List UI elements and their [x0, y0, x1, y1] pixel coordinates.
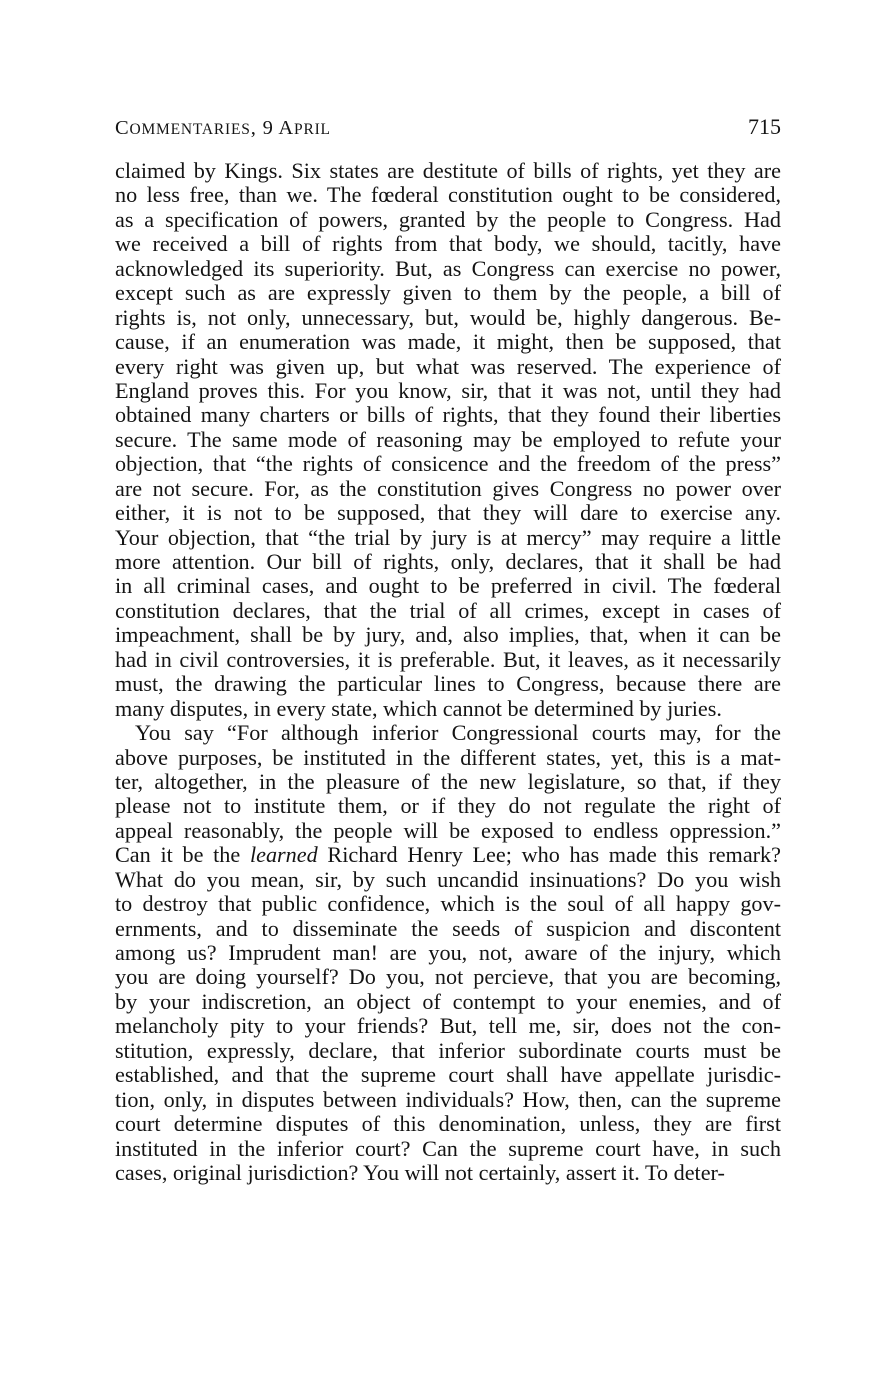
running-head: [115, 114, 781, 140]
text-line: you are doing yourself? Do you, not percieve, that you are becoming,: [115, 964, 781, 990]
running-head-title: [115, 117, 331, 140]
text-line: impeachment, shall be by jury, and, also implies, that, when it can be: [115, 622, 781, 648]
running-head-date-initial: , 9 A: [250, 117, 295, 139]
text-line: by your indiscretion, an object of contempt to your enemies, and of: [115, 988, 781, 1014]
text-line: we received a bill of rights from that body, we should, tacitly, have: [115, 231, 781, 257]
running-head-initial-c: C: [115, 117, 130, 139]
text-segment: Can it be the: [115, 842, 250, 868]
text-line: are not secure. For, as the constitution gives Congress no power over: [115, 475, 781, 501]
text-line: among us? Imprudent man! are you, not, aware of the injury, which: [115, 940, 781, 965]
text-line: court determine disputes of this denomination, unless, they are first: [115, 1111, 781, 1137]
text-line: [115, 843, 781, 867]
text-line: must, the drawing the particular lines to Congress, because there are: [115, 671, 781, 697]
italic-emphasis: learned: [249, 842, 318, 868]
text-line: obtained many charters or bills of rights, that they found their liberties: [115, 402, 781, 428]
text-line: instituted in the inferior court? Can the supreme court have, in such: [115, 1135, 781, 1161]
text-line: cases, original jurisdiction? You will not certainly, assert it. To deter-: [115, 1159, 725, 1185]
text-line: melancholy pity to your friends? But, tell me, sir, does not the con-: [115, 1013, 781, 1039]
text-line: as a specification of powers, granted by the people to Congress. Had: [115, 206, 781, 232]
text-line: above purposes, be instituted in the different states, yet, this is a mat-: [115, 744, 781, 770]
text-line: except such as are expressly given to them by the people, a bill of: [115, 280, 781, 306]
text-line: in all criminal cases, and ought to be preferred in civil. The fœderal: [115, 573, 781, 599]
running-head-smallcaps-2: PRIL: [294, 121, 331, 138]
text-line: many disputes, in every state, which cannot be determined by juries.: [115, 695, 722, 721]
text-line: stitution, expressly, declare, that inferior subordinate courts must be: [115, 1037, 781, 1063]
text-line: claimed by Kings. Six states are destitute of bills of rights, yet they are: [115, 158, 781, 183]
text-line: constitution declares, that the trial of all crimes, except in cases of: [115, 597, 781, 623]
running-head-smallcaps-1: OMMENTARIES: [129, 121, 251, 138]
text-line: Your objection, that “the trial by jury is at mercy” may require a little: [115, 524, 781, 550]
text-line: acknowledged its superiority. But, as Congress can exercise no power,: [115, 255, 781, 281]
body-text: [115, 159, 781, 1185]
text-line: objection, that “the rights of consicence and the freedom of the press”: [115, 451, 781, 477]
text-line: no less free, than we. The fœderal constitution ought to be considered,: [115, 182, 781, 208]
text-line: more attention. Our bill of rights, only, declares, that it shall be had: [115, 549, 781, 574]
text-line: ter, altogether, in the pleasure of the new legislature, so that, if they: [115, 768, 781, 794]
text-line: established, and that the supreme court shall have appellate jurisdic-: [115, 1062, 781, 1088]
text-segment: Richard Henry Lee; who has made this remark?: [317, 842, 781, 868]
text-line: please not to institute them, or if they do not regulate the right of: [115, 793, 781, 819]
text-line: You say “For although inferior Congressional courts may, for the: [135, 720, 781, 746]
text-line: secure. The same mode of reasoning may be employed to refute your: [115, 426, 781, 452]
text-line: ernments, and to disseminate the seeds of suspicion and discontent: [115, 915, 781, 941]
text-line: every right was given up, but what was reserved. The experience of: [115, 353, 781, 379]
text-line: tion, only, in disputes between individuals? How, then, can the supreme: [115, 1086, 781, 1112]
text-line: had in civil controversies, it is preferable. But, it leaves, as it necessarily: [115, 646, 781, 672]
text-line: cause, if an enumeration was made, it might, then be supposed, that: [115, 329, 781, 355]
page-number: 715: [748, 114, 781, 139]
text-line: England proves this. For you know, sir, that it was not, until they had: [115, 377, 781, 403]
text-line: rights is, not only, unnecessary, but, would be, highly dangerous. Be-: [115, 304, 781, 330]
text-line: to destroy that public confidence, which is the soul of all happy gov-: [115, 891, 781, 917]
text-line: either, it is not to be supposed, that they will dare to exercise any.: [115, 500, 781, 526]
text-line: appeal reasonably, the people will be exposed to endless oppression.”: [115, 817, 781, 843]
text-line: What do you mean, sir, by such uncandid insinuations? Do you wish: [115, 866, 781, 892]
